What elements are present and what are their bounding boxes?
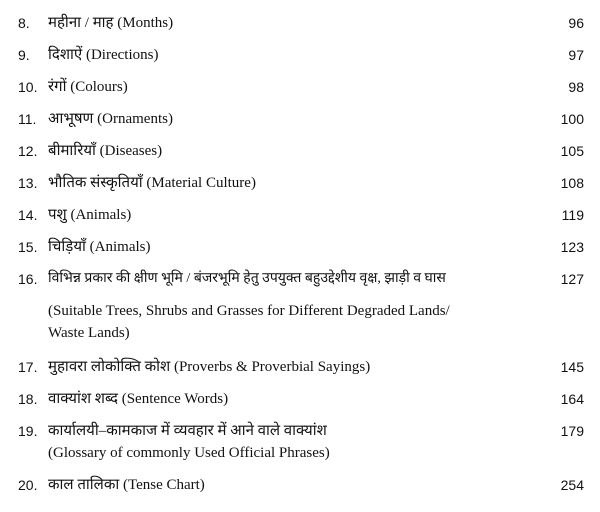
entry-title: भौतिक संस्कृतियाँ (Material Culture) [48,175,256,191]
entry-page: 100 [560,111,584,127]
entry-number: 15. [18,239,38,255]
entry-number: 14. [18,207,38,223]
entry-number: 12. [18,143,38,159]
entry-title: आभूषण (Ornaments) [48,111,173,127]
entry-title: मुहावरा लोकोक्ति कोश (Proverbs & Proverbial Sayings) [48,359,371,375]
entry-title: रंगों (Colours) [48,79,128,95]
entry-title: महीना / माह (Months) [48,15,174,31]
entry-number: 20. [18,477,38,493]
entry-number: 18. [18,391,38,407]
entry-title: वाक्यांश शब्द (Sentence Words) [48,391,229,407]
entry-page: 179 [560,423,584,439]
entry-page: 108 [560,175,584,191]
entry-page: 127 [560,271,584,287]
entry-number: 9. [18,47,30,63]
entry-title: विभिन्न प्रकार की क्षीण भूमि / बंजरभूमि हेतु उपयुक्त बहुउद्देशीय वृक्ष, झाड़ी व घास [48,271,446,286]
entry-page: 119 [561,207,584,223]
entry-number: 8. [18,15,30,31]
entry-page: 105 [560,143,584,159]
entry-page: 97 [568,47,584,63]
entry-number: 19. [18,423,38,439]
entry-title: बीमारियाँ (Diseases) [48,143,163,159]
entry-page: 145 [560,359,584,375]
entry-subtitle: (Glossary of commonly Used Official Phrases) [48,445,330,461]
entry-title: चिड़ियाँ (Animals) [48,239,151,255]
entry-number: 10. [18,79,38,95]
entry-page: 123 [560,239,584,255]
entry-number: 17. [18,359,38,375]
entry-page: 254 [560,477,584,493]
entry-title: कार्यालयी–कामकाज में व्यवहार में आने वाले वाक्यांश [48,423,327,439]
entry-title: काल तालिका (Tense Chart) [48,477,205,493]
entry-number: 16. [18,271,38,287]
entry-page: 98 [568,79,584,95]
entry-title: पशु (Animals) [48,207,132,223]
entry-number: 11. [18,111,37,127]
entry-subtitle-continued: Waste Lands) [48,325,130,341]
entry-number: 13. [18,175,38,191]
entry-page: 96 [568,15,584,31]
entry-subtitle: (Suitable Trees, Shrubs and Grasses for Different Degraded Lands/ [48,303,450,319]
entry-page: 164 [560,391,584,407]
entry-title: दिशाऐं (Directions) [48,47,159,63]
